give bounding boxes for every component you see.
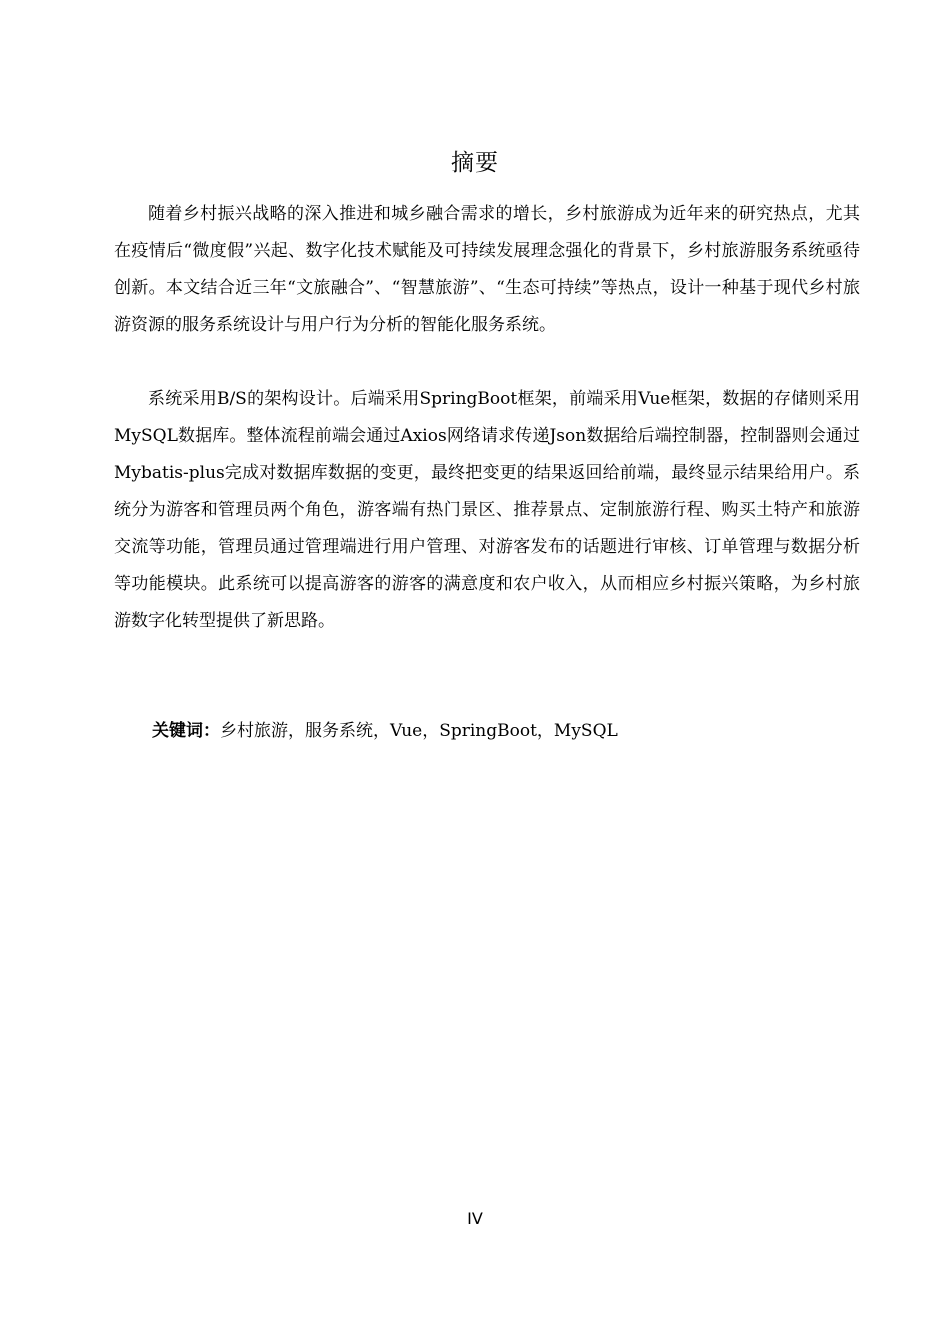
paragraph-text: 系统采用B/S的架构设计。后端采用SpringBoot框架，前端采用Vue框架，数据的存储则采用MySQL数据库。整体流程前端会通过Axios网络请求传递Json数据给后端控制器，控制器则会通过Mybatis-plus完成对数据库数据的变更，最终把变更的结果返回给前端，最终显示结果给用户。系统分为游客和管理员两个角色，游客端有热门景区、推荐景点、定制旅游行程、购买土特产和旅游交流等功能，管理员通过管理端进行用户管理、对游客发布的话题进行审核、订单管理与数据分析等功能模块。此系统可以提高游客的游客的满意度和农户收入，从而相应乡村振兴策略，为乡村旅游数字化转型提供了新思路。 <box>114 389 860 631</box>
keywords-list: 乡村旅游，服务系统，Vue，SpringBoot，MySQL <box>220 721 618 741</box>
abstract-title: 摘要 <box>451 150 499 176</box>
abstract-paragraph-1 <box>114 196 860 344</box>
page-number: IV <box>467 1209 483 1228</box>
abstract-paragraph-2 <box>114 381 860 640</box>
keywords-label: 关键词： <box>152 721 220 741</box>
keywords-line <box>152 713 852 750</box>
paragraph-text: 随着乡村振兴战略的深入推进和城乡融合需求的增长，乡村旅游成为近年来的研究热点，尤其在疫情后“微度假”兴起、数字化技术赋能及可持续发展理念强化的背景下，乡村旅游服务系统亟待创新。本文结合近三年“文旅融合”、“智慧旅游”、“生态可持续”等热点，设计一种基于现代乡村旅游资源的服务系统设计与用户行为分析的智能化服务系统。 <box>114 204 860 335</box>
